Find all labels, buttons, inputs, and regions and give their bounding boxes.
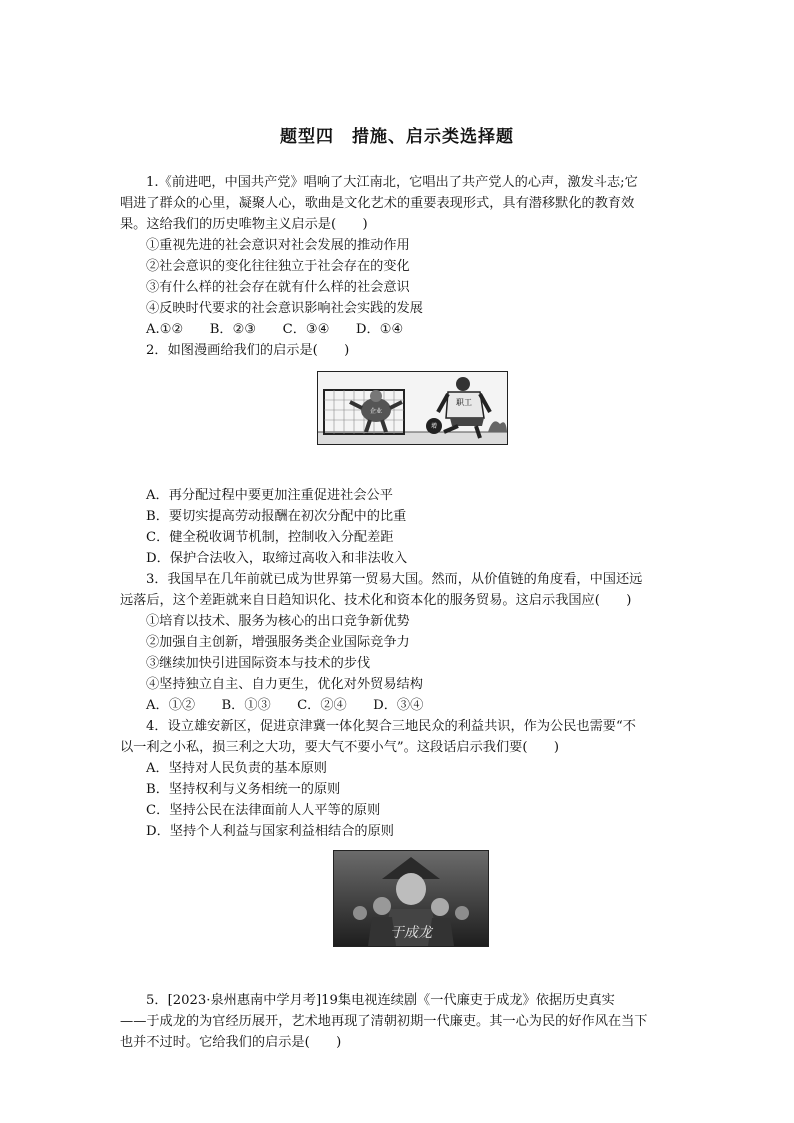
q1-option-2: ②社会意识的变化往往独立于社会存在的变化 — [146, 259, 410, 274]
q4-option-b: B．坚持权利与义务相统一的原则 — [146, 782, 341, 797]
q2-option-a: A．再分配过程中要更加注重促进社会公平 — [146, 488, 393, 503]
tv-drama-poster-image — [333, 850, 489, 947]
q3-line-1: 3．我国早在几年前就已成为世界第一贸易大国。然而，从价值链的角度看，中国还远 — [146, 572, 643, 587]
q1-option-3: ③有什么样的社会存在就有什么样的社会意识 — [146, 280, 410, 295]
q5-line-2: ——于成龙的为官经历展开，艺术地再现了清朝初期一代廉吏。其一心为民的好作风在当下 — [120, 1014, 648, 1029]
q4-option-a: A．坚持对人民负责的基本原则 — [146, 761, 327, 776]
ball-label: 增 — [430, 423, 438, 430]
q3-option-1: ①培育以技术、服务为核心的出口竞争新优势 — [146, 614, 410, 629]
q2-option-b: B．要切实提高劳动报酬在初次分配中的比重 — [146, 509, 407, 524]
q3-choices: A．①② B．①③ C．②④ D．③④ — [146, 698, 424, 713]
q4-line-2: 以一利之小私，损三利之大功，要大气不要小气”。这段话启示我们要( ) — [120, 740, 560, 755]
q2-stem: 2．如图漫画给我们的启示是( ) — [146, 343, 350, 358]
cartoon-drawing — [318, 372, 507, 444]
q3-option-2: ②加强自主创新，增强服务类企业国际竞争力 — [146, 635, 410, 650]
company-label: 企业 — [369, 408, 383, 415]
worker-label: 职工 — [456, 398, 472, 407]
q1-choices: A.①② B．②③ C．③④ D．①④ — [146, 322, 404, 337]
poster-title: 于成龙 — [390, 925, 432, 941]
q3-line-2: 远落后，这个差距就来自日趋知识化、技术化和资本化的服务贸易。这启示我国应( ) — [120, 593, 632, 608]
q1-option-1: ①重视先进的社会意识对社会发展的推动作用 — [146, 238, 410, 253]
q1-line-3: 果。这给我们的历史唯物主义启示是( ) — [120, 217, 368, 232]
q1-line-2: 唱进了群众的心里，凝聚人心，歌曲是文化艺术的重要表现形式，具有潜移默化的教育效 — [120, 196, 635, 211]
q4-option-d: D．坚持个人利益与国家利益相结合的原则 — [146, 824, 394, 839]
q2-option-d: D．保护合法收入，取缔过高收入和非法收入 — [146, 551, 408, 566]
q2-option-c: C．健全税收调节机制，控制收入分配差距 — [146, 530, 394, 545]
q4-line-1: 4．设立雄安新区，促进京津冀一体化契合三地民众的利益共识，作为公民也需要“不 — [146, 719, 636, 734]
q3-option-3: ③继续加快引进国际资本与技术的步伐 — [146, 656, 371, 671]
q5-line-3: 也并不过时。它给我们的启示是( ) — [120, 1035, 342, 1050]
cartoon-image — [317, 371, 508, 445]
q1-line-1: 1.《前进吧，中国共产党》唱响了大江南北，它唱出了共产党人的心声，激发斗志;它 — [146, 175, 638, 190]
page-title: 题型四 措施、启示类选择题 — [280, 127, 514, 147]
q5-line-1: 5．[2023·泉州惠南中学月考]19集电视连续剧《一代廉吏于成龙》依据历史真实 — [146, 993, 615, 1008]
q3-option-4: ④坚持独立自主、自力更生，优化对外贸易结构 — [146, 677, 423, 692]
q4-option-c: C．坚持公民在法律面前人人平等的原则 — [146, 803, 381, 818]
poster-drawing — [334, 851, 488, 946]
q1-option-4: ④反映时代要求的社会意识影响社会实践的发展 — [146, 301, 423, 316]
